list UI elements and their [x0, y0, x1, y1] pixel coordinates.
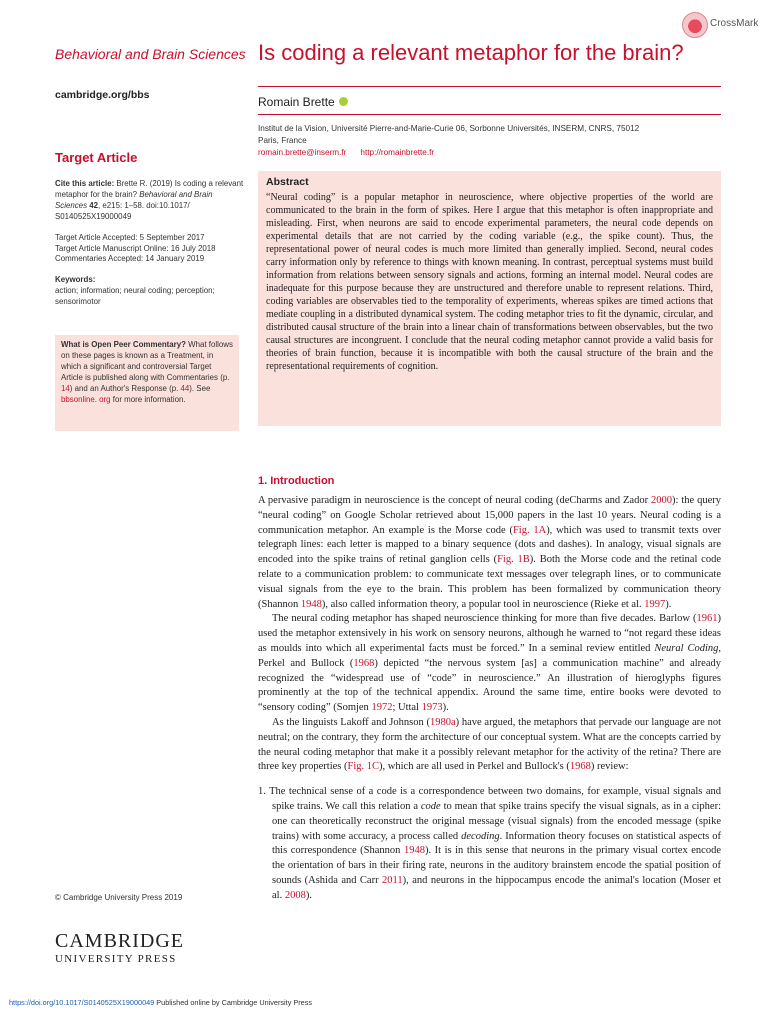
cite-block: Cite this article: Brette R. (2019) Is coding a relevant metaphor for the brain? Behavioral and Brain Sciences 42, e215: 1–58. doi:10.1017/ S0140525X19000049: [55, 179, 244, 221]
date-accepted: Target Article Accepted: 5 September 2017: [55, 232, 205, 242]
open-peer-commentary-box: What is Open Peer Commentary? What follows on these pages is known as a Treatment, in which a significant and controversial Target Article is published along with Commentaries (p. 14) and an Author's Response (p. 44). See bbsonline. org for more information.: [55, 335, 239, 431]
cite-label: Cite this article:: [55, 179, 115, 188]
list-item-1: 1. The technical sense of a code is a correspondence between two domains, for example, visual signals and spike trains. We call this relation a code to mean that spike trains specify the visual signals, as in a cipher: one can theoretically reconstruct the original message (visual signals) from the encoded message (spike trains) with some accuracy, a process called decoding. Information theory focuses on statistical aspects of this correspondence (Shannon 1948). It is in this sense that neurons in the primary visual cortex encode the orientation of bars in their firing rate, neurons in the auditory brainstem encode the spatial position of sounds (Ashida and Carr 2011), and neurons in the hippocampus encode the animal's location (Moser et al. 2008).: [258, 786, 721, 901]
keywords-label: Keywords:: [55, 275, 96, 285]
publisher-logo-line-1: CAMBRIDGE: [55, 930, 185, 952]
orcid-icon[interactable]: [339, 97, 348, 106]
bbsonline-link[interactable]: bbsonline. org: [61, 394, 111, 404]
author-line: [258, 95, 348, 109]
date-commentaries: Commentaries Accepted: 14 January 2019: [55, 254, 205, 264]
ref-link[interactable]: 1948: [403, 845, 425, 857]
ref-link[interactable]: 2011: [382, 874, 403, 886]
date-online: Target Article Manuscript Online: 16 July 2018: [55, 243, 216, 253]
target-article-label: Target Article: [55, 150, 138, 165]
ref-link[interactable]: 1961: [696, 613, 718, 625]
abstract-box: [258, 171, 721, 426]
ref-link[interactable]: 1948: [300, 598, 322, 610]
affiliation: [258, 123, 639, 159]
author-rule: [258, 114, 721, 115]
paragraph-3: As the linguists Lakoff and Johnson (1980a) have argued, the metaphors that pervade our language are not neutral; on the contrary, they form the architecture of our conceptual system. What are the concepts carried by the neural coding metaphor that make it a possibly relevant metaphor for the activity of the retina? There are three key properties (Fig. 1C), which are all used in Perkel and Bullock's (1968) review:: [258, 716, 721, 773]
figure-link[interactable]: Fig. 1A: [512, 524, 547, 536]
doi-link[interactable]: https://doi.org/10.1017/S0140525X19000049: [9, 998, 155, 1007]
figure-link[interactable]: Fig. 1C: [347, 761, 380, 773]
crossmark-icon: [682, 12, 708, 38]
journal-site: cambridge.org/bbs: [55, 89, 150, 101]
ref-link[interactable]: 2000: [651, 495, 673, 506]
ref-link[interactable]: 1968: [569, 761, 591, 773]
contact-links: [258, 147, 639, 159]
ref-link[interactable]: 1997: [644, 598, 666, 610]
affiliation-line-1: Institut de la Vision, Université Pierre-and-Marie-Curie 06, Sorbonne Universités, INSERM, CNRS, 75012: [258, 124, 640, 133]
ref-link[interactable]: 1980a: [429, 716, 456, 728]
commentaries-page-link[interactable]: 14: [61, 383, 70, 393]
title-rule: [258, 86, 721, 87]
ref-link[interactable]: 1973: [421, 702, 443, 714]
page-footer: https://doi.org/10.1017/S0140525X19000049 Published online by Cambridge University Press: [9, 998, 313, 1007]
article-title: Is coding a relevant metaphor for the brain?: [258, 40, 684, 65]
response-page-link[interactable]: 44: [180, 383, 190, 393]
publisher-logo-line-2: UNIVERSITY PRESS: [55, 953, 177, 965]
article-body: [258, 494, 721, 904]
keywords-list: action; information; neural coding; perception; sensorimotor: [55, 286, 215, 307]
ref-link[interactable]: 2008: [284, 889, 306, 901]
dates-block: [55, 233, 245, 266]
crossmark-label: CrossMark: [710, 18, 759, 29]
article-info: [55, 179, 245, 318]
crossmark-badge[interactable]: [682, 12, 764, 38]
section-heading-introduction: 1. Introduction: [258, 475, 335, 487]
ref-link[interactable]: 1968: [353, 657, 375, 669]
journal-name: Behavioral and Brain Sciences: [55, 46, 246, 62]
paragraph-2: The neural coding metaphor has shaped neuroscience thinking for more than five decades. Barlow (1961) used the metaphor extensively in his work on sensory neurons, although he warned to “not regard these ideas as moulds into which all experimental facts must be forced.” In a seminal review entitled Neural Coding, Perkel and Bullock (1968) depicted “the nervous system [as] a communication machine” and already recognized the “widespread use of “code” in neuroscience.” An illustration of hieroglyphs figures prominently at the top of the technical appendix. Around the same time, entire books were devoted to “sensory coding” (Somjen 1972; Uttal 1973).: [258, 613, 721, 714]
copyright-notice: © Cambridge University Press 2019: [55, 893, 183, 902]
author-name: Romain Brette: [258, 95, 335, 109]
keywords-block: [55, 275, 245, 308]
author-website-link[interactable]: http://romainbrette.fr: [360, 148, 435, 157]
affiliation-line-2: Paris, France: [258, 136, 307, 145]
abstract-text: “Neural coding” is a popular metaphor in neuroscience, where objective properties of the world are communicated to the brain in the form of spikes. Here I argue that this metaphor is often inappropriate and misleading. First, when neurons are said to encode experimental parameters, the neural code depends on experimental details that are not carried by the coding variable (e.g., the spike count). Thus, the representational power of neural codes is much more limited than generally implied. Second, neural codes carry information only by reference to things with known meaning. In contrast, perceptual systems must build information from relations between sensory signals and actions, forming an internal model. Neural codes are inadequate for this purpose because they are unstructured and therefore unable to represent relations. Third, coding variables are observables tied to the temporality of experiments, whereas spikes are timed actions that mediate coupling in a distributed dynamical system. The coding metaphor tries to fit the dynamic, circular, and distributed causal structure of the brain into a linear chain of transformations between observables, but the two causal structures are incongruent. I conclude that the neural coding metaphor cannot provide a valid basis for theories of brain function, because it is incompatible with both the causal structure of the brain and the representational requirements of cognition.: [266, 192, 713, 372]
figure-link[interactable]: Fig. 1B: [497, 554, 530, 566]
email-link[interactable]: romain.brette@inserm.fr: [258, 148, 347, 157]
abstract-heading: Abstract: [266, 176, 309, 188]
ref-link[interactable]: 1972: [371, 702, 393, 714]
paragraph-1: A pervasive paradigm in neuroscience is the concept of neural coding (deCharms and Zador 2000): the query “neural coding” on Google Scholar retrieved about 15,000 papers in the last 10 years. Neural coding is a communication metaphor. An example is the Morse code (Fig. 1A), which was used to transmit texts over telegraph lines: each letter is mapped to a binary sequence (dots and dashes). In analogy, visual signals are encoded into the spike trains of retinal ganglion cells (Fig. 1B). Both the Morse code and the retinal code relate to a communication problem: to communicate text messages over telegraph lines, or to communicate visual signals from the eye to the brain. This problem has been formalized by communication theory (Shannon 1948), also called information theory, a popular tool in neuroscience (Rieke et al. 1997).: [258, 495, 722, 610]
